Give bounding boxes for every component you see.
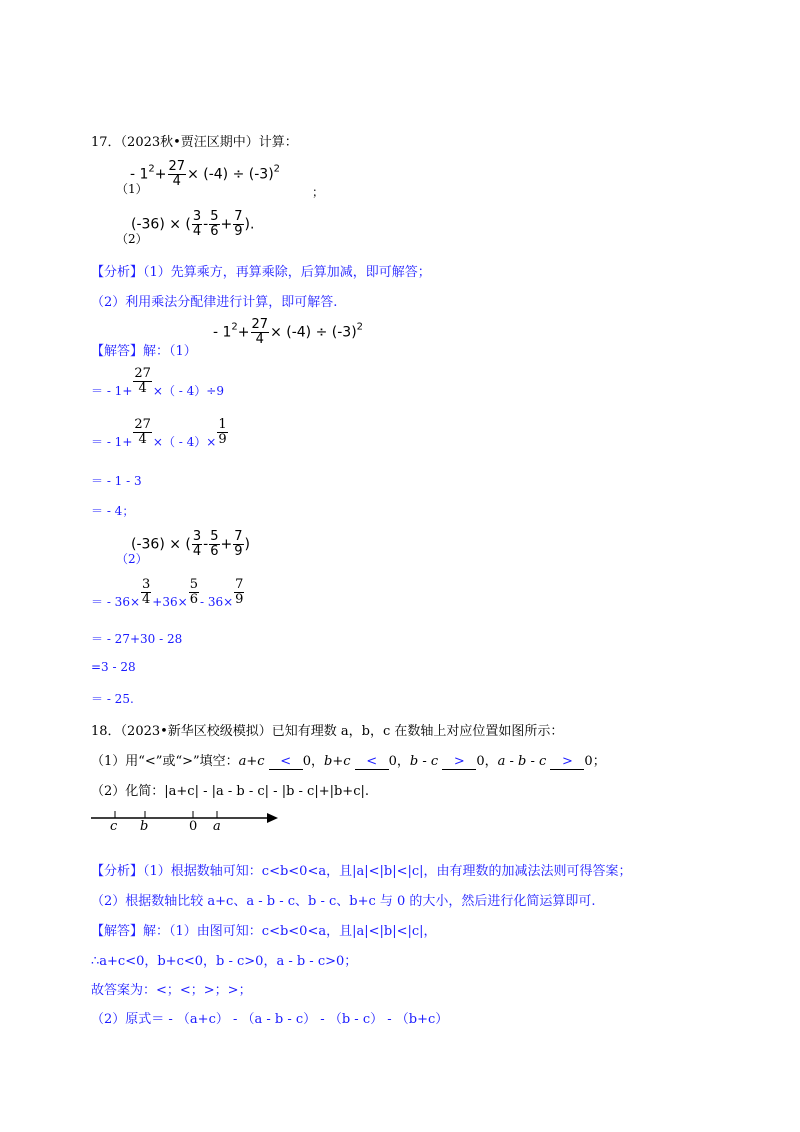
number-line bbox=[91, 805, 291, 845]
numerator: 7 bbox=[234, 529, 243, 544]
denominator: 4 bbox=[192, 224, 202, 239]
q17-part1-label: （1） bbox=[116, 182, 148, 196]
answer-blank: > bbox=[442, 754, 476, 770]
denominator: 9 bbox=[235, 592, 244, 607]
q17-part1-end: ； bbox=[312, 185, 325, 199]
denominator: 9 bbox=[234, 544, 243, 559]
numerator: 3 bbox=[192, 209, 202, 224]
expression: b+c bbox=[324, 754, 351, 769]
part1-text: 0， bbox=[388, 754, 410, 769]
q17-step6: ＝ - 27+30 - 28 bbox=[91, 632, 183, 646]
formula-text: × (-4) ÷ (-3) bbox=[270, 324, 357, 341]
q17-part1-formula bbox=[130, 160, 280, 189]
numerator: 27 bbox=[168, 159, 186, 174]
numerator: 1 bbox=[218, 417, 227, 432]
numerator: 7 bbox=[234, 209, 243, 224]
formula-text: + bbox=[220, 536, 233, 553]
fraction-3-4 bbox=[192, 210, 202, 239]
denominator: 6 bbox=[210, 544, 219, 559]
numerator: 27 bbox=[134, 417, 151, 432]
denominator: 9 bbox=[234, 224, 243, 239]
fraction-5-6 bbox=[209, 530, 219, 559]
answer-text: 解：（1） bbox=[143, 344, 197, 359]
formula-text: ) bbox=[244, 536, 250, 553]
formula-text: - 1 bbox=[130, 166, 149, 183]
q17-step1 bbox=[91, 367, 224, 399]
step-text: ＝ - 1+ bbox=[91, 384, 133, 398]
formula-text: + bbox=[154, 166, 167, 183]
expression: b - c bbox=[409, 754, 439, 769]
exponent: 2 bbox=[356, 321, 364, 333]
fraction-27-4 bbox=[133, 367, 152, 396]
step-text: ×（ - 4）÷9 bbox=[152, 384, 224, 398]
answer-blank: > bbox=[550, 754, 584, 770]
fraction-7-9 bbox=[233, 210, 243, 239]
answer-text: 解：（1）由图可知：c<b<0<a，且|a|<|b|<|c|， bbox=[143, 924, 437, 939]
part1-text: 0， bbox=[476, 754, 498, 769]
q18-part1 bbox=[91, 750, 606, 770]
numerator: 27 bbox=[251, 317, 269, 332]
fraction-3-4 bbox=[141, 578, 151, 607]
q18-answer-line4: （2）原式＝ - （a+c） - （a - b - c） - （b - c） - （b+c） bbox=[91, 1012, 449, 1027]
numerator: 5 bbox=[210, 209, 219, 224]
label-a: a bbox=[213, 819, 221, 834]
formula-text: - 1 bbox=[213, 324, 232, 341]
denominator: 6 bbox=[189, 592, 198, 607]
fraction-5-6 bbox=[189, 578, 199, 607]
analysis-text: （1）根据数轴可知：c<b<0<a，且|a|<|b|<|c|，由有理数的加减法法则可得答案； bbox=[143, 864, 632, 879]
denominator: 4 bbox=[192, 544, 202, 559]
answer-blank: < bbox=[355, 754, 389, 770]
q17-step7: =3 - 28 bbox=[91, 660, 136, 674]
formula-text: . bbox=[250, 216, 255, 233]
fraction-27-4 bbox=[168, 160, 187, 189]
q17-step5 bbox=[91, 578, 245, 610]
q17-answer2-label: （2） bbox=[116, 552, 148, 566]
q17-answer-formula bbox=[213, 318, 363, 347]
q17-step2 bbox=[91, 418, 229, 450]
q18-answer-line2: ∴a+c<0，b+c<0，b - c>0，a - b - c>0； bbox=[91, 954, 358, 969]
expression: a+c bbox=[238, 754, 265, 769]
q18-part2: （2）化简：|a+c| - |a - b - c| - |b - c|+|b+c|. bbox=[91, 784, 369, 799]
axis-arrow bbox=[267, 813, 278, 823]
q17-header: 17．（2023秋•贾汪区期中）计算： bbox=[91, 135, 298, 150]
formula-text: + bbox=[237, 324, 250, 341]
fraction-7-9 bbox=[234, 578, 244, 607]
fraction-3-4 bbox=[192, 530, 202, 559]
label-zero: 0 bbox=[189, 819, 198, 834]
formula-text: ) bbox=[244, 216, 250, 233]
step-text: ＝ - 1+ bbox=[91, 435, 133, 449]
formula-text: (-36) × ( bbox=[131, 216, 191, 233]
label-c: c bbox=[110, 819, 118, 834]
exponent: 2 bbox=[273, 163, 281, 175]
denominator: 4 bbox=[138, 432, 147, 447]
q18-header: 18．（2023•新华区校级模拟）已知有理数 a，b，c 在数轴上对应位置如图所示： bbox=[91, 724, 564, 739]
numerator: 5 bbox=[189, 577, 198, 592]
q17-analysis-line2: （2）利用乘法分配律进行计算，即可解答. bbox=[91, 295, 338, 310]
answer-tag: 【解答】 bbox=[91, 344, 144, 359]
q17-step3: ＝ - 1 - 3 bbox=[91, 474, 142, 488]
fraction-27-4 bbox=[133, 418, 152, 447]
numerator: 7 bbox=[235, 577, 244, 592]
exponent: 2 bbox=[231, 321, 238, 333]
formula-text: - bbox=[203, 216, 209, 233]
exponent: 2 bbox=[148, 163, 155, 175]
formula-text: - bbox=[203, 536, 209, 553]
numerator: 3 bbox=[192, 529, 202, 544]
part1-text: （1）用“<”或“>”填空： bbox=[91, 754, 239, 769]
fraction-1-9 bbox=[217, 418, 227, 447]
denominator: 4 bbox=[255, 332, 264, 347]
step-text: +36× bbox=[152, 595, 188, 609]
q17-part2-formula bbox=[131, 210, 254, 239]
denominator: 4 bbox=[172, 174, 181, 189]
q17-answer2-formula bbox=[131, 530, 250, 559]
part1-text: 0， bbox=[302, 754, 324, 769]
denominator: 9 bbox=[218, 432, 227, 447]
q17-step8: ＝ - 25. bbox=[91, 692, 134, 706]
denominator: 4 bbox=[138, 381, 147, 396]
numerator: 27 bbox=[134, 366, 151, 381]
fraction-5-6 bbox=[209, 210, 219, 239]
q17-analysis-line1 bbox=[91, 261, 431, 280]
step-text: ×（ - 4）× bbox=[152, 435, 217, 449]
formula-text: (-36) × ( bbox=[131, 536, 191, 553]
answer-tag: 【解答】 bbox=[91, 924, 144, 939]
q17-part2-label: （2） bbox=[116, 232, 148, 246]
denominator: 4 bbox=[142, 592, 151, 607]
analysis-tag: 【分析】 bbox=[91, 864, 144, 879]
q18-answer-line1 bbox=[91, 920, 437, 939]
analysis-text: （1）先算乘方，再算乘除，后算加减，即可解答； bbox=[143, 265, 431, 280]
q18-analysis-line1 bbox=[91, 860, 632, 879]
part1-text: 0； bbox=[584, 754, 606, 769]
fraction-7-9 bbox=[233, 530, 243, 559]
analysis-tag: 【分析】 bbox=[91, 265, 144, 280]
numerator: 5 bbox=[210, 529, 219, 544]
expression: a - b - c bbox=[497, 754, 547, 769]
q17-step4: ＝ - 4； bbox=[91, 504, 135, 518]
step-text: ＝ - 36× bbox=[91, 595, 141, 609]
label-b: b bbox=[140, 819, 149, 834]
answer-blank: < bbox=[269, 754, 303, 770]
q18-analysis-line2: （2）根据数轴比较 a+c、a - b - c、b - c、b+c 与 0 的大小，然后进行化简运算即可. bbox=[91, 894, 596, 909]
q18-answer-line3: 故答案为：<；<；>；>； bbox=[91, 983, 252, 998]
numerator: 3 bbox=[142, 577, 151, 592]
fraction-27-4 bbox=[251, 318, 270, 347]
formula-text: + bbox=[220, 216, 233, 233]
step-text: - 36× bbox=[199, 595, 234, 609]
formula-text: × (-4) ÷ (-3) bbox=[187, 166, 274, 183]
q17-answer-lead bbox=[91, 340, 197, 359]
denominator: 6 bbox=[210, 224, 219, 239]
